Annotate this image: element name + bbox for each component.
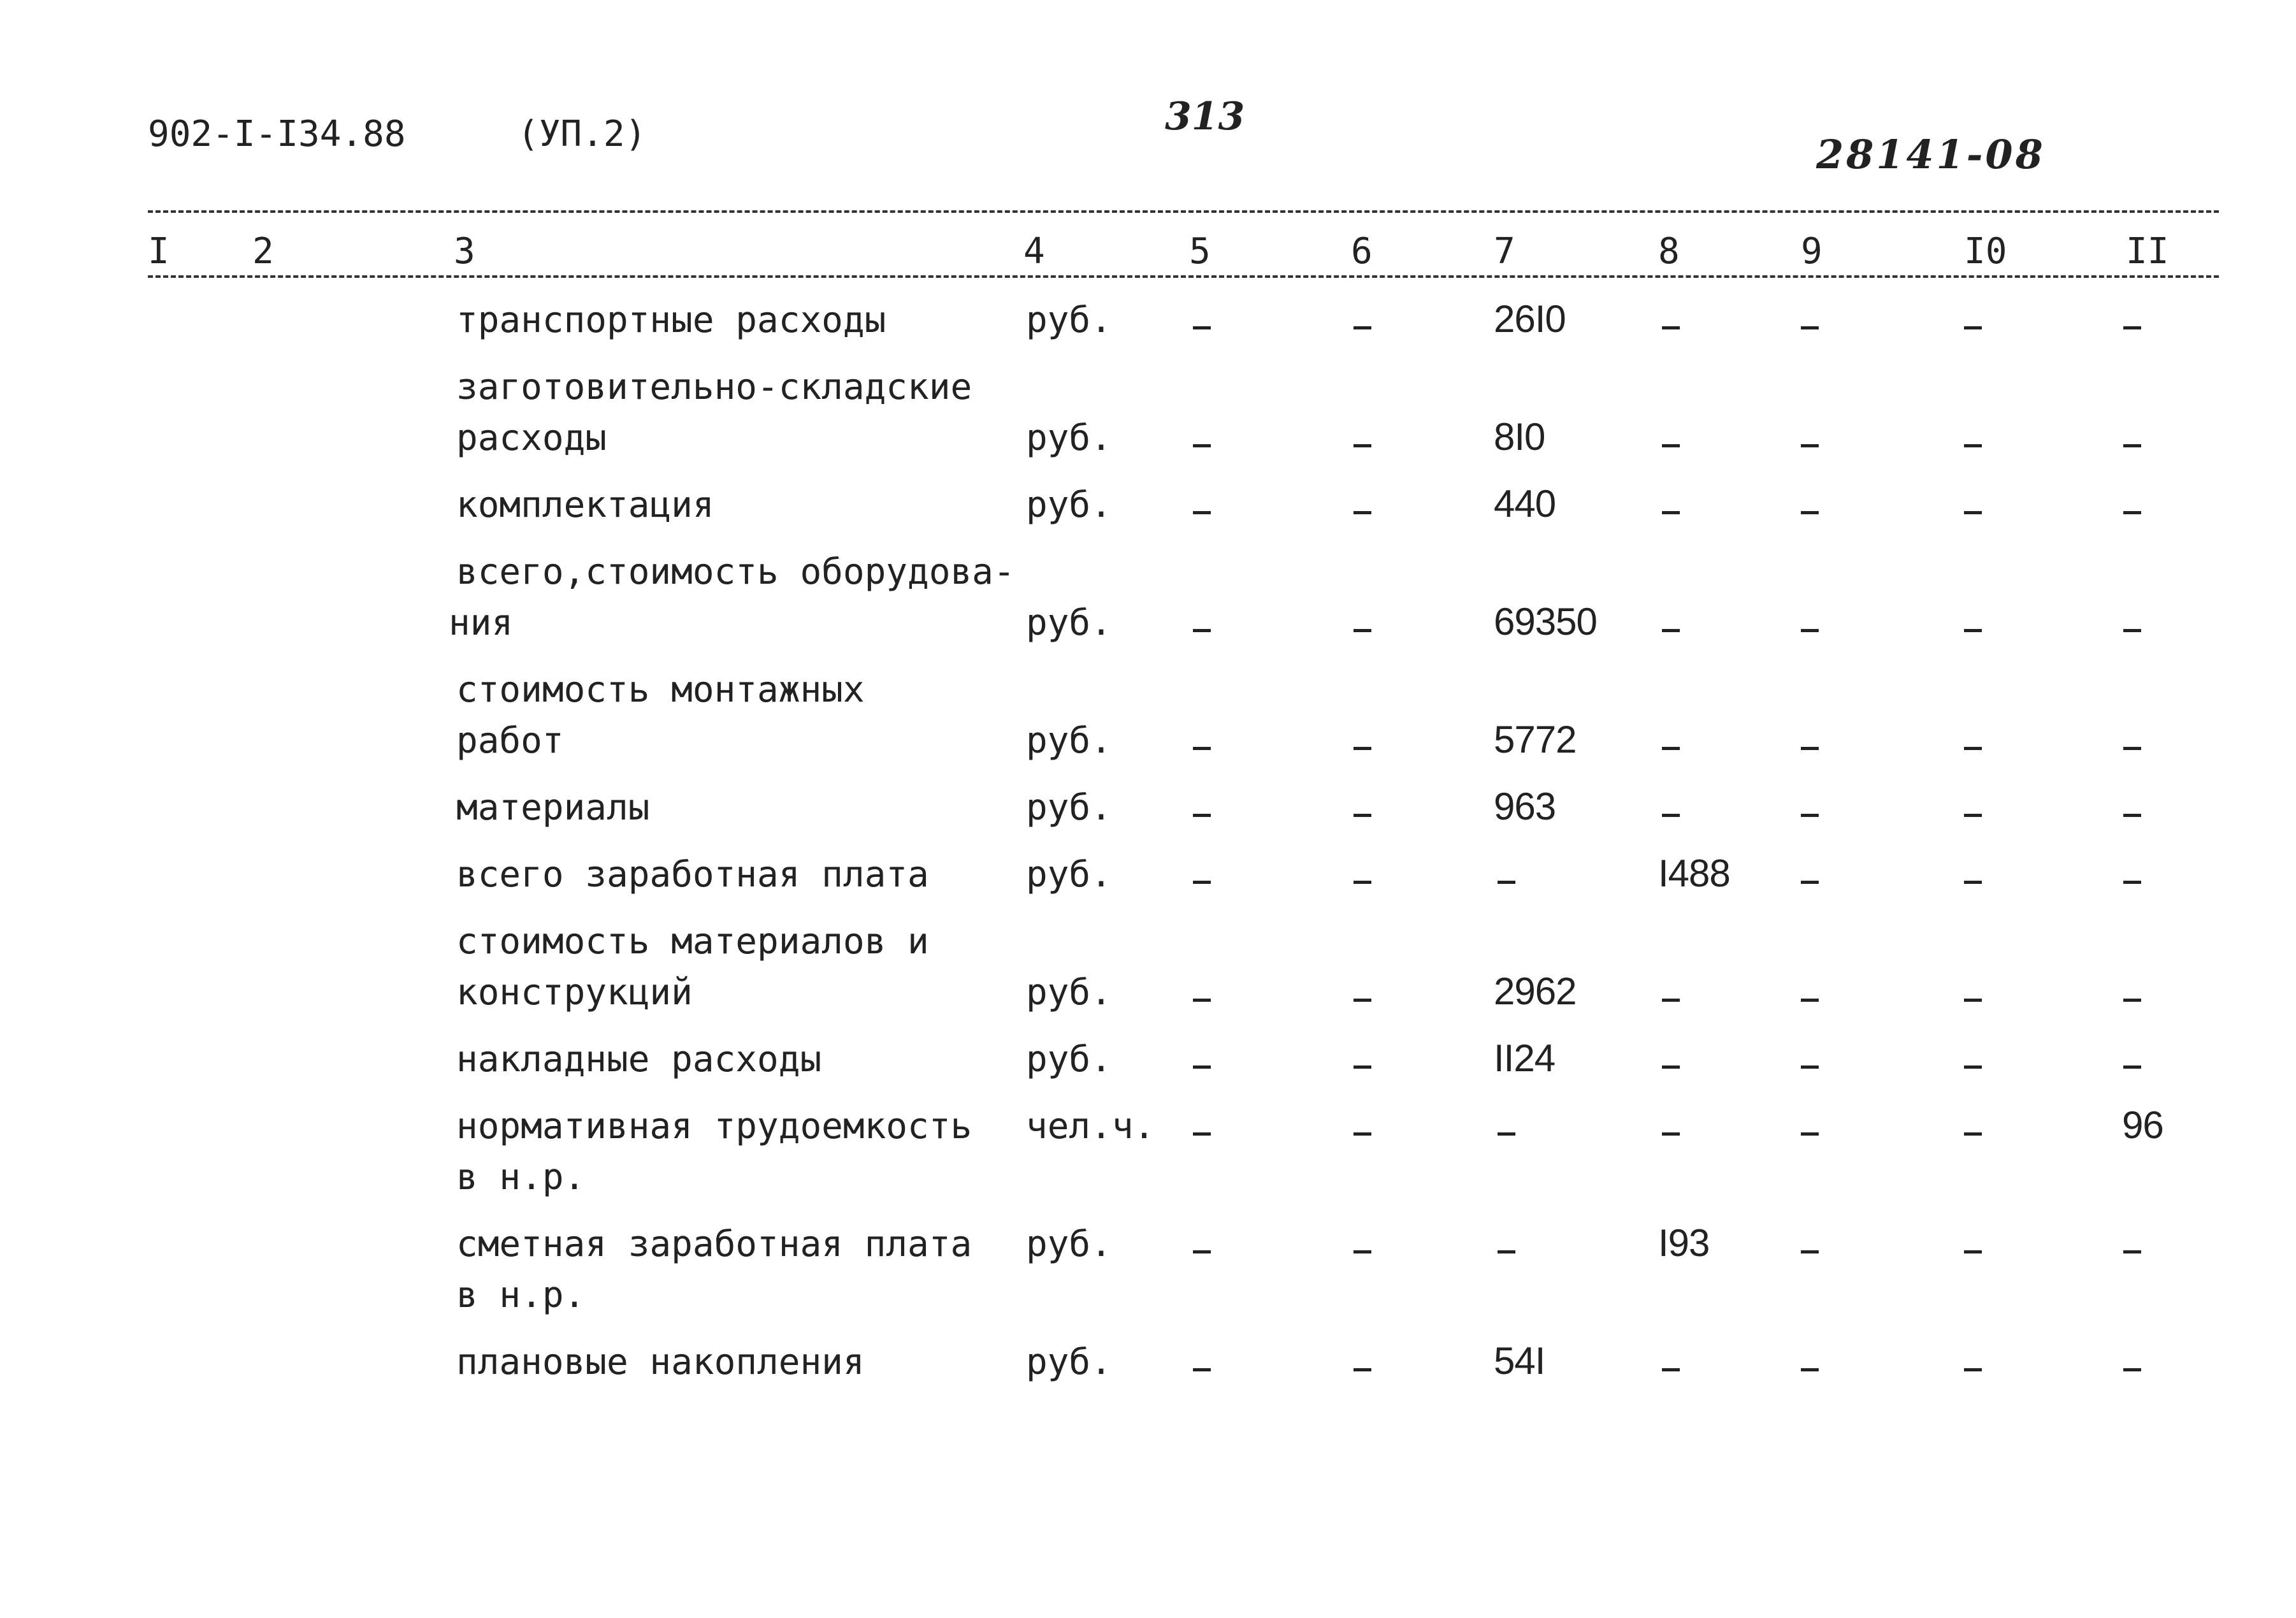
empty-dash bbox=[1964, 1250, 1982, 1253]
empty-dash bbox=[2123, 1368, 2141, 1371]
empty-dash bbox=[2123, 999, 2141, 1002]
row-unit: руб. bbox=[1026, 720, 1112, 762]
empty-dash bbox=[1801, 1132, 1819, 1136]
row-name: транспортные расходы bbox=[456, 300, 886, 341]
registration-number: 28141-08 bbox=[1816, 131, 2046, 178]
column-number-4: 4 bbox=[1023, 231, 1045, 272]
row-name: плановые накопления bbox=[456, 1341, 865, 1383]
row-unit: руб. bbox=[1026, 417, 1112, 459]
row-value-c7: 8I0 bbox=[1494, 415, 1545, 458]
row-value-c7: 440 bbox=[1494, 482, 1556, 525]
empty-dash bbox=[1193, 1368, 1211, 1371]
empty-dash bbox=[1498, 1250, 1515, 1253]
empty-dash bbox=[1964, 629, 1982, 632]
row-name: конструкций bbox=[456, 972, 693, 1013]
empty-dash bbox=[1354, 1132, 1371, 1136]
row-unit: руб. bbox=[1026, 1341, 1112, 1383]
empty-dash bbox=[1801, 629, 1819, 632]
row-name: работ bbox=[456, 720, 564, 762]
empty-dash bbox=[1354, 511, 1371, 514]
empty-dash bbox=[1662, 747, 1680, 750]
row-name: нормативная трудоемкость bbox=[456, 1106, 972, 1147]
row-name: сметная заработная плата bbox=[456, 1224, 972, 1265]
empty-dash bbox=[1964, 326, 1982, 329]
row-unit: руб. bbox=[1026, 300, 1112, 341]
empty-dash bbox=[1801, 747, 1819, 750]
document-code: 902-I-I34.88 bbox=[148, 113, 406, 155]
row-value-c8: I93 bbox=[1658, 1222, 1710, 1264]
empty-dash bbox=[1193, 747, 1211, 750]
empty-dash bbox=[1662, 444, 1680, 447]
empty-dash bbox=[1354, 814, 1371, 817]
empty-dash bbox=[1964, 999, 1982, 1002]
empty-dash bbox=[2123, 629, 2141, 632]
empty-dash bbox=[1662, 629, 1680, 632]
empty-dash bbox=[1801, 881, 1819, 884]
header-dashed-rule bbox=[148, 275, 2219, 278]
empty-dash bbox=[1193, 814, 1211, 817]
empty-dash bbox=[1801, 511, 1819, 514]
empty-dash bbox=[1801, 1368, 1819, 1371]
empty-dash bbox=[1801, 1250, 1819, 1253]
row-value-c7: 963 bbox=[1494, 785, 1556, 828]
section-label: (УП.2) bbox=[517, 113, 647, 155]
empty-dash bbox=[1354, 999, 1371, 1002]
row-name: заготовительно-складские bbox=[456, 366, 972, 408]
row-name: всего заработная плата bbox=[456, 854, 929, 895]
column-number-2: 2 bbox=[252, 231, 274, 272]
empty-dash bbox=[1801, 444, 1819, 447]
empty-dash bbox=[1354, 747, 1371, 750]
empty-dash bbox=[1662, 1065, 1680, 1069]
empty-dash bbox=[1662, 1368, 1680, 1371]
empty-dash bbox=[1498, 881, 1515, 884]
empty-dash bbox=[2123, 326, 2141, 329]
row-unit: руб. bbox=[1026, 484, 1112, 526]
column-number-1: I bbox=[148, 231, 170, 272]
row-name: ния bbox=[449, 602, 514, 644]
empty-dash bbox=[1193, 881, 1211, 884]
column-number-6: 6 bbox=[1351, 231, 1373, 272]
empty-dash bbox=[1354, 629, 1371, 632]
empty-dash bbox=[1964, 747, 1982, 750]
column-number-10: I0 bbox=[1964, 231, 2007, 272]
empty-dash bbox=[1354, 1065, 1371, 1069]
empty-dash bbox=[2123, 747, 2141, 750]
empty-dash bbox=[1964, 814, 1982, 817]
row-name: накладные расходы bbox=[456, 1039, 822, 1080]
row-name: комплектация bbox=[456, 484, 714, 526]
row-value-c7: 54I bbox=[1494, 1340, 1545, 1382]
column-number-9: 9 bbox=[1801, 231, 1823, 272]
empty-dash bbox=[1662, 511, 1680, 514]
empty-dash bbox=[1662, 814, 1680, 817]
empty-dash bbox=[2123, 881, 2141, 884]
empty-dash bbox=[1964, 881, 1982, 884]
empty-dash bbox=[2123, 1250, 2141, 1253]
row-name: материалы bbox=[456, 787, 650, 828]
row-unit: руб. bbox=[1026, 854, 1112, 895]
top-dashed-rule bbox=[148, 210, 2219, 213]
row-name: стоимость материалов и bbox=[456, 921, 929, 962]
empty-dash bbox=[2123, 511, 2141, 514]
empty-dash bbox=[1662, 1132, 1680, 1136]
empty-dash bbox=[1801, 814, 1819, 817]
column-number-7: 7 bbox=[1494, 231, 1515, 272]
row-value-c7: 69350 bbox=[1494, 600, 1597, 643]
empty-dash bbox=[1662, 326, 1680, 329]
row-value-c7: 2962 bbox=[1494, 970, 1577, 1013]
empty-dash bbox=[1193, 629, 1211, 632]
row-unit: чел.ч. bbox=[1026, 1106, 1155, 1147]
empty-dash bbox=[2123, 814, 2141, 817]
row-value-c7: 5772 bbox=[1494, 718, 1577, 761]
empty-dash bbox=[1193, 1250, 1211, 1253]
page-number: 313 bbox=[1165, 94, 1245, 139]
empty-dash bbox=[2123, 1065, 2141, 1069]
empty-dash bbox=[1964, 1368, 1982, 1371]
empty-dash bbox=[2123, 444, 2141, 447]
column-number-5: 5 bbox=[1189, 231, 1211, 272]
empty-dash bbox=[1498, 1132, 1515, 1136]
column-number-3: 3 bbox=[454, 231, 475, 272]
row-name: всего,стоимость оборудова- bbox=[456, 551, 1015, 593]
empty-dash bbox=[1193, 326, 1211, 329]
empty-dash bbox=[1354, 1250, 1371, 1253]
empty-dash bbox=[1964, 1065, 1982, 1069]
row-name: стоимость монтажных bbox=[456, 669, 865, 711]
row-unit: руб. bbox=[1026, 1039, 1112, 1080]
empty-dash bbox=[1964, 1132, 1982, 1136]
empty-dash bbox=[1193, 511, 1211, 514]
row-value-c7: 26I0 bbox=[1494, 298, 1566, 340]
row-unit: руб. bbox=[1026, 972, 1112, 1013]
row-value-c8: I488 bbox=[1658, 852, 1730, 895]
empty-dash bbox=[1193, 1065, 1211, 1069]
empty-dash bbox=[1193, 999, 1211, 1002]
empty-dash bbox=[1193, 1132, 1211, 1136]
empty-dash bbox=[1801, 326, 1819, 329]
empty-dash bbox=[1801, 999, 1819, 1002]
row-unit: руб. bbox=[1026, 602, 1112, 644]
row-value-c7: II24 bbox=[1494, 1037, 1556, 1080]
row-name: в н.р. bbox=[456, 1157, 586, 1198]
row-unit: руб. bbox=[1026, 1224, 1112, 1265]
empty-dash bbox=[1193, 444, 1211, 447]
column-number-11: II bbox=[2126, 231, 2169, 272]
empty-dash bbox=[1354, 881, 1371, 884]
row-unit: руб. bbox=[1026, 787, 1112, 828]
row-value-c11: 96 bbox=[2122, 1104, 2163, 1146]
empty-dash bbox=[1801, 1065, 1819, 1069]
empty-dash bbox=[1964, 444, 1982, 447]
empty-dash bbox=[1354, 326, 1371, 329]
empty-dash bbox=[1354, 1368, 1371, 1371]
empty-dash bbox=[1354, 444, 1371, 447]
row-name: в н.р. bbox=[456, 1275, 586, 1316]
empty-dash bbox=[1662, 999, 1680, 1002]
row-name: расходы bbox=[456, 417, 607, 459]
empty-dash bbox=[1964, 511, 1982, 514]
column-number-8: 8 bbox=[1658, 231, 1680, 272]
